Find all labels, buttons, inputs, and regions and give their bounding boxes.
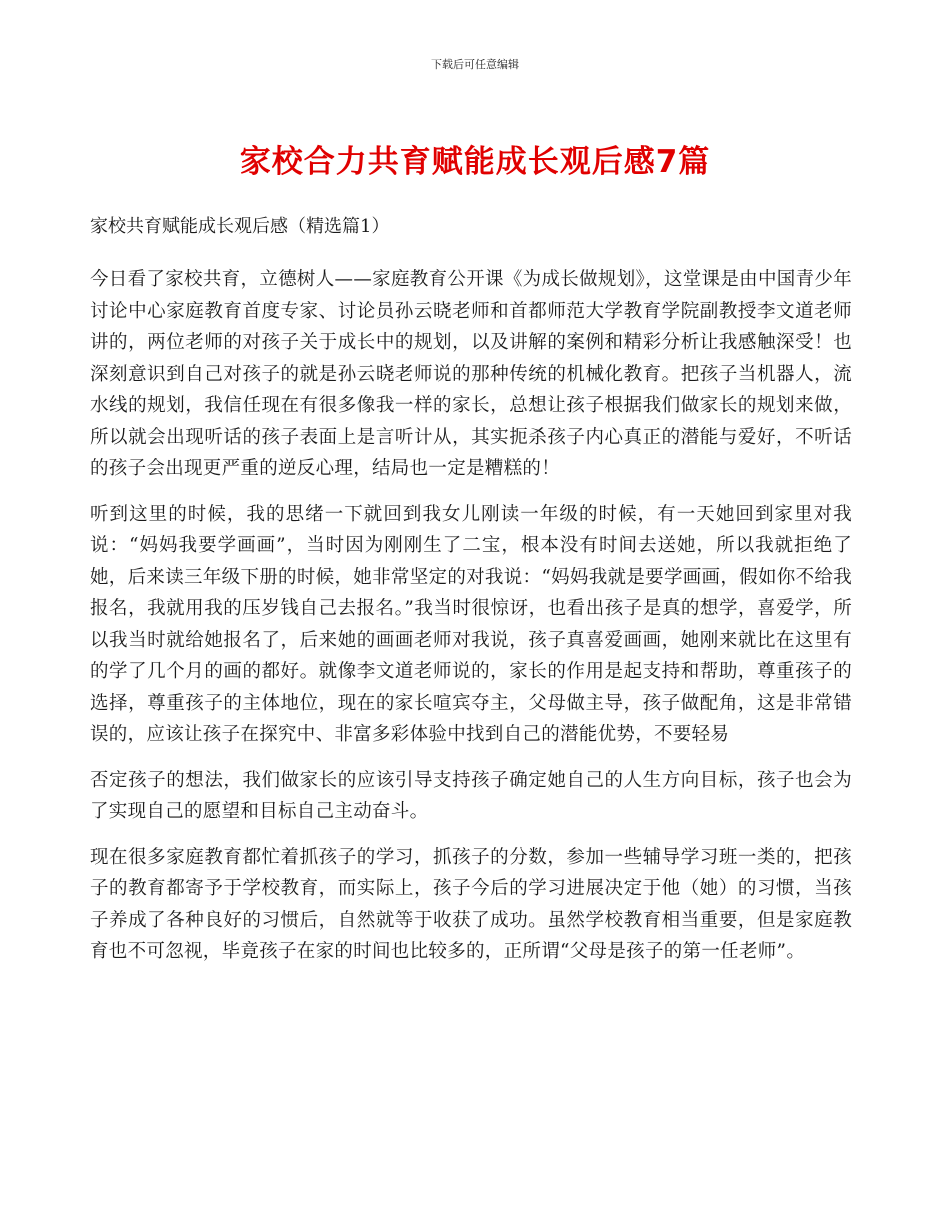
header-note: 下载后可任意编辑	[431, 58, 519, 71]
paragraph-4: 现在很多家庭教育都忙着抓孩子的学习，抓孩子的分数，参加一些辅导学习班一类的，把孩子的教育都寄予于学校教育，而实际上，孩子今后的学习进展决定于他（她）的习惯，当孩子养成了各种良好的习惯后，自然就等于收获了成功。虽然学校教育相当重要，但是家庭教育也不可忽视，毕竟孩子在家的时间也比较多的，正所谓“父母是孩子的第一任老师”。	[90, 846, 852, 962]
document-title: 家校合力共育赋能成长观后感7篇	[239, 144, 711, 180]
paragraph-1: 今日看了家校共育，立德树人——家庭教育公开课《为成长做规划》，这堂课是由中国青少年讨论中心家庭教育首度专家、讨论员孙云晓老师和首都师范大学教育学院副教授李文道老师讲的，两位老师的对孩子关于成长中的规划，以及讲解的案例和精彩分析让我感触深受！也深刻意识到自己对孩子的就是孙云晓老师说的那种传统的机械化教育。把孩子当机器人，流水线的规划，我信任现在有很多像我一样的家长，总想让孩子根据我们做家长的规划来做，所以就会出现听话的孩子表面上是言听计从，其实扼杀孩子内心真正的潜能与爱好，不听话的孩子会出现更严重的逆反心理，结局也一定是糟糕的！	[90, 269, 852, 479]
paragraph-3: 否定孩子的想法，我们做家长的应该引导支持孩子确定她自己的人生方向目标，孩子也会为了实现自己的愿望和目标自己主动奋斗。	[90, 769, 852, 822]
document-body	[90, 212, 852, 982]
paragraph-2: 听到这里的时候，我的思绪一下就回到我女儿刚读一年级的时候，有一天她回到家里对我说：“妈妈我要学画画”，当时因为刚刚生了二宝，根本没有时间去送她，所以我就拒绝了她，后来读三年级下册的时候，她非常坚定的对我说：“妈妈我就是要学画画，假如你不给我报名，我就用我的压岁钱自己去报名。”我当时很惊讶，也看出孩子是真的想学，喜爱学，所以我当时就给她报名了，后来她的画画老师对我说，孩子真喜爱画画，她刚来就比在这里有的学了几个月的画的都好。就像李文道老师说的，家长的作用是起支持和帮助，尊重孩子的选择，尊重孩子的主体地位，现在的家长喧宾夺主，父母做主导，孩子做配角，这是非常错误的，应该让孩子在探究中、非富多彩体验中找到自己的潜能优势，不要轻易	[90, 503, 852, 745]
section-subtitle: 家校共育赋能成长观后感（精选篇1）	[90, 216, 390, 237]
